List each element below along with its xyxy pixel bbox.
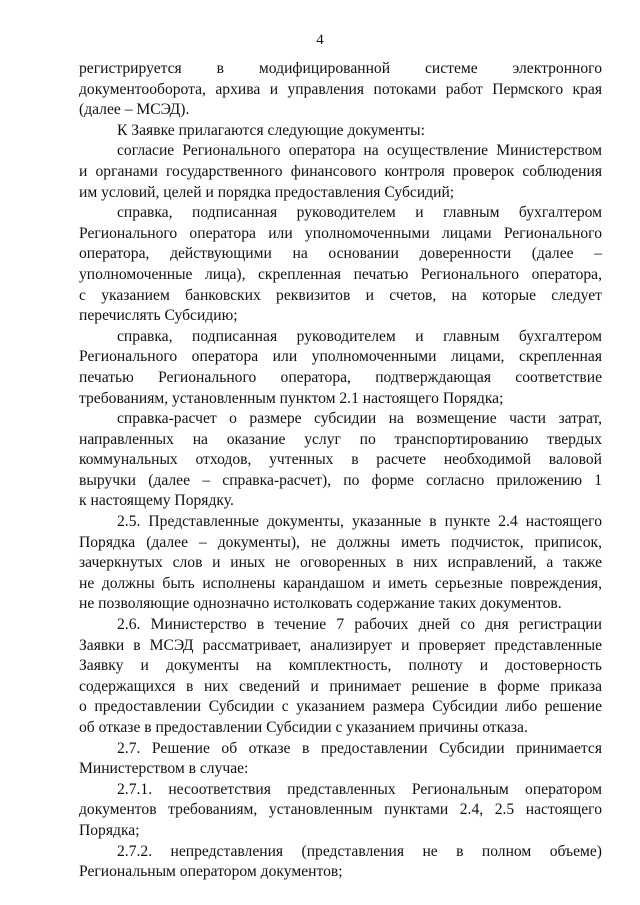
paragraph-line: К Заявке прилагаются следующие документы:: [117, 121, 425, 139]
paragraph-line: с указанием банковских реквизитов и счетов, на которые следует: [79, 286, 602, 304]
paragraph-line: о предоставлении Субсидии с указанием размера Субсидии либо решение: [79, 698, 602, 716]
paragraph: [79, 327, 602, 409]
paragraph-line: не должны быть исполнены карандашом и иметь серьезные повреждения,: [79, 574, 602, 592]
paragraph-line: согласие Регионального оператора на осуществление Министерством: [117, 142, 602, 160]
paragraph-line: Порядка;: [79, 821, 140, 839]
paragraph-line: зачеркнутых слов и иных не оговоренных в них исправлений, а также: [79, 554, 602, 572]
paragraph-line: уполномоченные лица), скрепленная печатью Регионального оператора,: [79, 265, 602, 283]
paragraph: [79, 780, 602, 842]
paragraph-line: требованиям, установленным пунктом 2.1 настоящего Порядка;: [79, 389, 504, 407]
paragraph-line: и органами государственного финансового контроля проверок соблюдения: [79, 162, 602, 180]
paragraph-line: Министерством в случае:: [79, 760, 249, 778]
document-body: [79, 59, 602, 883]
paragraph-line: Заявку и документы на комплектность, полноту и достоверность: [79, 657, 602, 675]
paragraph: [79, 739, 602, 780]
paragraph-line: 2.7.2. непредставления (представления не в полном объеме): [117, 842, 602, 860]
paragraph-line: документооборота, архива и управления потоками работ Пермского края: [79, 80, 602, 98]
paragraph-line: справка, подписанная руководителем и главным бухгалтером: [117, 204, 602, 222]
paragraph: [79, 203, 602, 327]
paragraph-line: Заявки в МСЭД рассматривает, анализирует и проверяет представленные: [79, 636, 602, 654]
paragraph: [79, 409, 602, 512]
paragraph-line: Регионального оператора или уполномоченными лицами, скрепленная: [79, 348, 602, 366]
paragraph: [79, 141, 602, 203]
paragraph-line: Порядка (далее – документы), не должны иметь подчисток, приписок,: [79, 533, 602, 551]
page-number: 4: [316, 32, 324, 48]
paragraph: [79, 842, 602, 883]
paragraph-line: оператора, действующими на основании доверенности (далее –: [79, 245, 602, 263]
paragraph-line: справка, подписанная руководителем и главным бухгалтером: [117, 327, 602, 345]
paragraph-line: регистрируется в модифицированной системе электронного: [79, 60, 602, 77]
paragraph-line: (далее – МСЭД).: [79, 101, 190, 119]
paragraph-line: 2.7.1. несоответствия представленных Региональным оператором: [117, 780, 602, 798]
paragraph-line: 2.7. Решение об отказе в предоставлении Субсидии принимается: [117, 739, 602, 757]
paragraph-line: справка-расчет о размере субсидии на возмещение части затрат,: [117, 410, 602, 428]
paragraph-line: об отказе в предоставлении Субсидии с указанием причины отказа.: [79, 719, 528, 736]
paragraph-line: печатью Регионального оператора, подтверждающая соответствие: [79, 368, 602, 386]
paragraph-line: к настоящему Порядку.: [79, 492, 234, 510]
paragraph-line: 2.6. Министерство в течение 7 рабочих дней со дня регистрации: [117, 616, 602, 634]
paragraph: [79, 121, 602, 142]
paragraph-line: документов требованиям, установленным пунктами 2.4, 2.5 настоящего: [79, 801, 602, 819]
paragraph-line: выручки (далее – справка-расчет), по форме согласно приложению 1: [79, 471, 602, 489]
paragraph-line: содержащихся в них сведений и принимает решение в форме приказа: [79, 677, 602, 695]
paragraph: [79, 512, 602, 615]
paragraph-line: им условий, целей и порядка предоставления Субсидий;: [79, 183, 455, 201]
paragraph: [79, 615, 602, 739]
paragraph-line: Региональным оператором документов;: [79, 863, 343, 881]
paragraph-line: коммунальных отходов, учтенных в расчете необходимой валовой: [79, 451, 602, 469]
paragraph-line: не позволяющие однозначно истолковать содержание таких документов.: [79, 595, 562, 613]
paragraph-line: перечислять Субсидию;: [79, 307, 238, 325]
paragraph-line: Регионального оператора или уполномоченными лицами Регионального: [79, 224, 602, 242]
paragraph-line: направленных на оказание услуг по транспортированию твердых: [79, 430, 602, 448]
paragraph: [79, 59, 602, 121]
paragraph-line: 2.5. Представленные документы, указанные в пункте 2.4 настоящего: [117, 513, 602, 531]
